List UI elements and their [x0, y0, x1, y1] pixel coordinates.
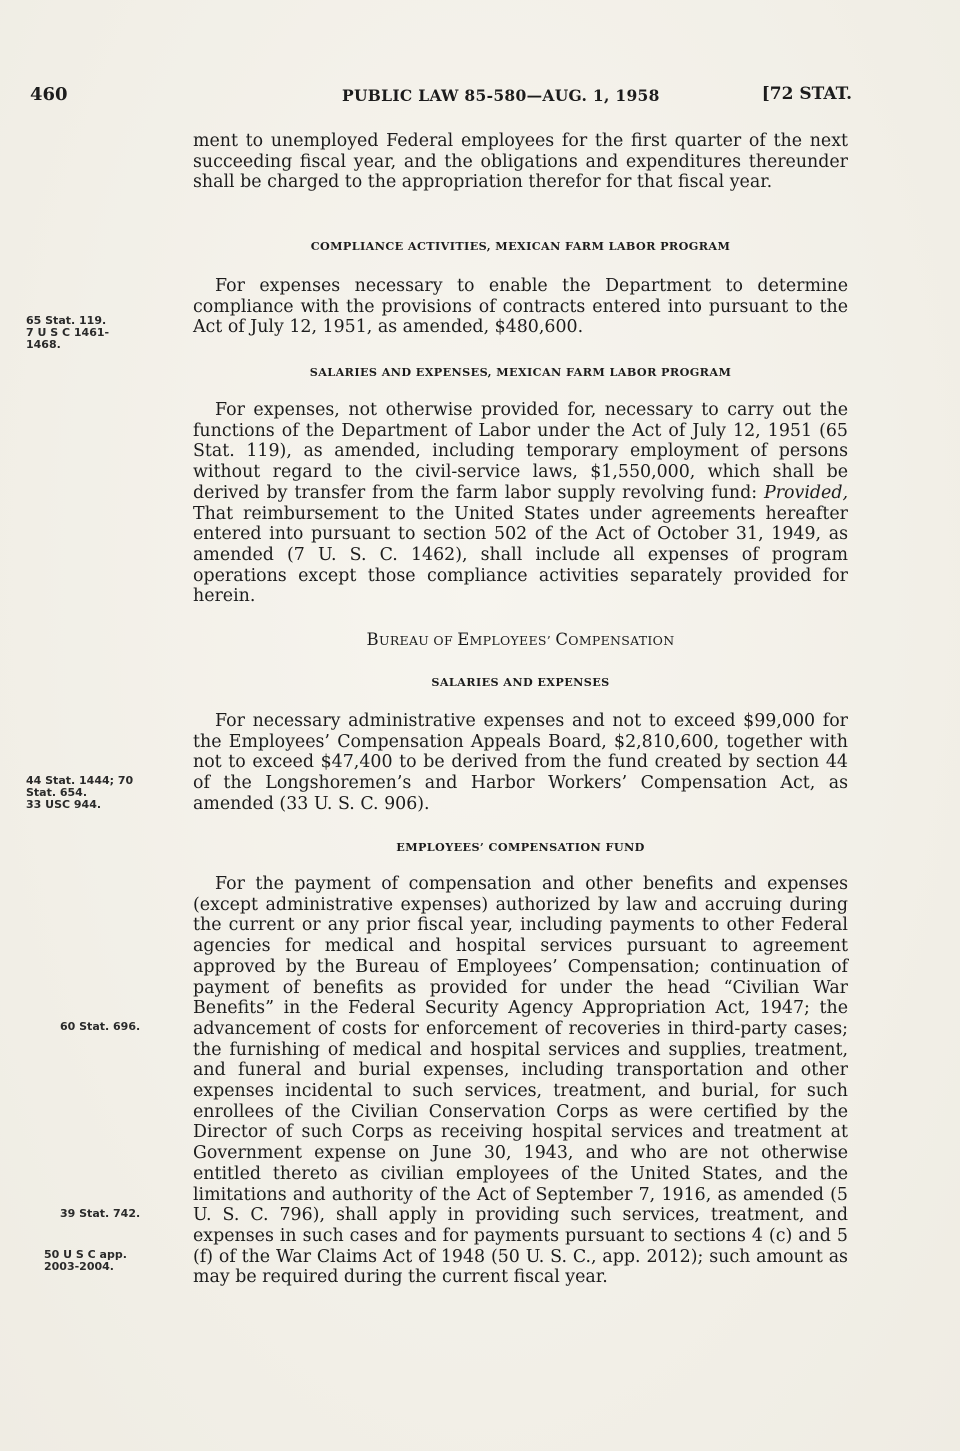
- heading-salaries-and-expenses: SALARIES AND EXPENSES: [431, 675, 610, 689]
- paragraph-text: For necessary administrative expenses and not to exceed $99,000 for the Employees’ Compensation Appeals Board, $2,810,600, together with not to exceed $47,400 to be derived from the fund created by section 44 of the Longshoremen’s and Harbor Workers’ Compensation Act, as amended (33 U. S. C. 906).: [193, 711, 848, 814]
- compensation-fund-paragraph: [193, 874, 848, 1288]
- paragraph-text: ment to unemployed Federal employees for the first quarter of the next succeeding fiscal year, and the obligations and expenditures thereunder shall be charged to the appropriation therefor for that fiscal year.: [193, 131, 848, 193]
- heading-bureau: BUREAU OF EMPLOYEES’ COMPENSATION: [366, 630, 675, 649]
- salaries-mexican-paragraph: [193, 400, 848, 607]
- page-header: [30, 84, 852, 108]
- margin-note-60-stat: 60 Stat. 696.: [60, 1020, 141, 1033]
- margin-note-65-stat: 65 Stat. 119. 7 U S C 1461- 1468.: [26, 314, 110, 351]
- heading-compensation-fund: EMPLOYEES’ COMPENSATION FUND: [396, 840, 645, 854]
- page-number: 460: [30, 84, 68, 105]
- compliance-paragraph: [193, 276, 848, 338]
- margin-note-50-usc: 50 U S C app. 2003-2004.: [44, 1248, 127, 1273]
- paragraph-text: For expenses, not otherwise provided for, necessary to carry out the functions of the Department of Labor under the Act of July 12, 1951 (65 Stat. 119), as amended, including temporary employment of persons without regard to the civil-service laws, $1,550,000, which shall be derived by transfer from the farm labor supply revolving fund: Provided, That reimbursement to the United States under agreements hereafter entered into pursuant to section 502 of the Act of October 31, 1949, as amended (7 U. S. C. 1462), shall include all expenses of program operations except those compliance activities separately provided for herein.: [193, 400, 849, 607]
- volume-citation: [72 STAT.: [761, 84, 852, 104]
- heading-salaries-mexican: SALARIES AND EXPENSES, MEXICAN FARM LABOR PROGRAM: [309, 365, 732, 379]
- paragraph-text: For the payment of compensation and other benefits and expenses (except administrative expenses) authorized by law and accruing during the current or any prior fiscal year, including payments to other Federal agencies for medical and hospital services pursuant to agreement approved by the Bureau of Employees’ Compensation; continuation of payment of benefits as provided for under the head “Civilian War Benefits” in the Federal Security Agency Appropriation Act, 1947; the advancement of costs for enforcement of recoveries in third-party cases; the furnishing of medical and hospital services and supplies, treatment, and funeral and burial expenses, including transportation and other expenses incidental to such services, treatment, and burial, for such enrollees of the Civilian Conservation Corps as were certified by the Director of such Corps as receiving hospital services and treatment at Government expense on June 30, 1943, and who are not otherwise entitled thereto as civilian employees of the United States, and the limitations and authority of the Act of September 7, 1916, as amended (5 U. S. C. 796), shall apply in providing such services, treatment, and expenses in such cases and for payments pursuant to sections 4 (c) and 5 (f) of the War Claims Act of 1948 (50 U. S. C., app. 2012); such amount as may be required during the current fiscal year.: [193, 874, 848, 1288]
- heading-compliance-activities: COMPLIANCE ACTIVITIES, MEXICAN FARM LABOR PROGRAM: [310, 239, 731, 253]
- proviso-word: Provided,: [764, 482, 849, 503]
- paragraph-text: For expenses necessary to enable the Department to determine compliance with the provisions of contracts entered into pursuant to the Act of July 12, 1951, as amended, $480,600.: [193, 276, 848, 338]
- running-title: PUBLIC LAW 85-580—AUG. 1, 1958: [342, 86, 660, 105]
- margin-note-39-stat: 39 Stat. 742.: [60, 1207, 141, 1220]
- margin-note-44-stat: 44 Stat. 1444; 70 Stat. 654. 33 USC 944.: [26, 774, 134, 811]
- carryover-paragraph: [193, 131, 848, 193]
- bec-salaries-paragraph: [193, 711, 848, 815]
